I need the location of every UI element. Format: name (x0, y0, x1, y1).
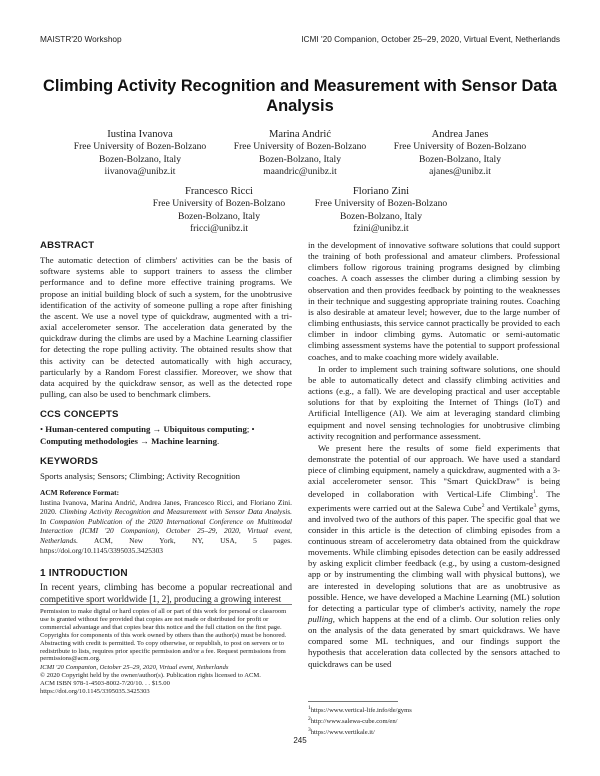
body-text: gyms, and involved two of the authors of this paper. The specific goal that we consider in this article is the detection of climbing episodes from a continuous stream of accelerometry data obtained from the quickdraw movements. While climbing episodes detection can be easily addressed by asking explicit climber feedback (e.g., by using a custom-designed app or by instrumenting the climbing wall with physical buttons), we are interested in developing solutions that are as unobtrusive as possible. Hence, we have developed a Machine Learning (ML) solution for detecting a particular type of climber's activity, namely the (308, 502, 560, 613)
reference-doi-link: ACM, New York, NY, USA, 5 pages. https://doi.org/10.1145/3395035.3425303 (40, 535, 292, 555)
footnote (308, 715, 560, 726)
author-location: Bozen-Bolzano, Italy (258, 153, 342, 165)
author-block (296, 186, 466, 236)
bullet: • (251, 424, 255, 435)
ccs-item: Human-centered computing (45, 424, 151, 435)
author-affiliation: Free University of Bozen-Bolzano (233, 141, 367, 153)
permission-block (40, 608, 292, 696)
acm-reference-heading: ACM Reference Format: (40, 487, 120, 497)
footnote-number: 3 (308, 727, 311, 734)
abstract-heading: ABSTRACT (40, 240, 95, 251)
author-email: fzini@unibz.it (353, 223, 409, 235)
author-location: Bozen-Bolzano, Italy (98, 153, 182, 165)
permission-text: Permission to make digital or hard copies of all or part of this work for personal or classroom use is granted without fee provided that copies are not made or distributed for profit or commercial advantage and that copies bear this notice and the full citation on the first page. Copyrights for components of this work owned by others than the author(s) must be honored. Abstracting with credit is permitted. To copy otherwise, or republish, to post on servers or to redistribute to lists, requires prior specific permission and/or a fee. Request permissions from permissions@acm.org. (40, 608, 287, 663)
author-affiliation: Free University of Bozen-Bolzano (152, 198, 286, 210)
author-block (134, 186, 304, 236)
author-affiliation: Free University of Bozen-Bolzano (393, 141, 527, 153)
author-name: Francesco Ricci (185, 186, 253, 197)
body-text: , which happens at the end of a climb. Our solution relies only on the analysis of the data generated by smart quickdraws. We have compared some ML techniques, and our findings support the hypothesis that acceleration data collected by the sensors attached to quickdraws can be used (308, 613, 560, 669)
footnote-number: 1 (308, 705, 311, 711)
keywords-text: Sports analysis; Sensors; Climbing; Activity Recognition (40, 470, 241, 481)
permission-isbn: ACM ISBN 978-1-4503-8002-7/20/10. . . $15.00 (40, 680, 170, 688)
author-location: Bozen-Bolzano, Italy (177, 210, 261, 222)
reference-authors: Iustina Ivanova, Marina Andrić, Andrea Janes, Francesco Ricci, and Floriano Zini. 2020. (40, 497, 292, 517)
author-name: Marina Andrić (268, 129, 332, 140)
running-header-right: ICMI '20 Companion, October 25–29, 2020, Virtual Event, Netherlands (301, 34, 560, 44)
right-column (308, 240, 560, 670)
permission-copyright: © 2020 Copyright held by the owner/author(s). Publication rights licensed to ACM. (40, 672, 261, 680)
reference-venue: Companion Publication of the 2020 International Conference on Multimodal Interaction (ICMI '20 Companion), October 25–29, 2020, Virtual event, Netherlands. (40, 516, 292, 545)
footnote-number: 2 (308, 716, 311, 723)
author-email: ajanes@unibz.it (429, 166, 491, 178)
running-header-left: MAISTR'20 Workshop (40, 34, 122, 44)
arrow-icon: → (152, 424, 162, 435)
ccs-item: Ubiquitous computing (163, 424, 247, 435)
footnote-rule (308, 701, 398, 702)
author-name: Floriano Zini (352, 186, 410, 197)
acm-reference-body (40, 498, 292, 556)
reference-in: In (40, 516, 47, 526)
reference-title: Climbing Activity Recognition and Measurement with Sensor Data Analysis. (59, 507, 292, 517)
ccs-concepts: • Human-centered computing → Ubiquitous computing; • Computing methodologies → Machine learning. (40, 424, 255, 446)
footnote (308, 704, 560, 715)
paper-title: Climbing Activity Recognition and Measurement with Sensor Data Analysis (43, 77, 557, 115)
permission-rule (40, 604, 292, 605)
footnote-link: https://www.vertical-life.info/de/gyms (310, 707, 412, 715)
acm-reference (40, 488, 292, 555)
emphasis: rope pulling (308, 602, 560, 624)
intro-text: In recent years, climbing has become a popular recreational and competitive sport worldwide [1, 2], producing a growing interest (40, 583, 292, 605)
permission-doi: https://doi.org/10.1145/3395035.3425303 (40, 688, 150, 696)
intro-heading: 1 INTRODUCTION (40, 568, 128, 580)
body-paragraph (308, 443, 560, 670)
body-text: We present here the results of some field experiments that demonstrate the potential of our approach. We have used a standard piece of climbing equipment, namely a quickdraw, augmented with a 3-axial accelerometer sensor. This "Smart QuickDraw" is being developed in collaboration with Vertical-Life Climbing (308, 442, 560, 500)
page-number: 245 (293, 736, 307, 745)
author-affiliation: Free University of Bozen-Bolzano (73, 141, 207, 153)
author-email: iivanova@unibz.it (104, 166, 176, 178)
footnote-link: http://www.salewa-cube.com/en/ (310, 718, 398, 726)
left-column (40, 240, 292, 606)
footnote-link: https://www.vertikale.it/ (310, 729, 375, 737)
author-affiliation: Free University of Bozen-Bolzano (314, 198, 448, 210)
footnotes (308, 704, 560, 738)
author-location: Bozen-Bolzano, Italy (339, 210, 423, 222)
author-email: fricci@unibz.it (189, 223, 249, 235)
author-block (215, 129, 385, 179)
ccs-heading: CCS CONCEPTS (40, 409, 119, 421)
author-email: maandric@unibz.it (263, 166, 337, 178)
body-paragraph: In order to implement such training software solutions, one should be able to automatically detect and classify climbing activities and actions (e.g., a fall). We are developing practical and user acceptable solutions for that by exploiting the Internet of Things (IoT) and Artificial Intelligence (AI). We aim at leveraging standard climbing equipment and novel sensing technologies for unobtrusive climbing activity recognition and performance assessment. (308, 363, 560, 441)
footnote-ref: 1 (533, 489, 536, 496)
body-text: and Vertikale (486, 502, 534, 513)
permission-venue: ICMI '20 Companion, October 25–29, 2020, Virtual event, Netherlands (40, 664, 229, 672)
footnote-ref: 3 (533, 502, 537, 509)
keywords-heading: KEYWORDS (40, 455, 99, 467)
body-text: . The experiments were carried out at the Salewa Cube (308, 489, 560, 513)
author-name: Iustina Ivanova (107, 129, 173, 140)
ccs-item: Machine learning (151, 435, 217, 446)
bullet: • (40, 424, 44, 435)
author-block (55, 129, 225, 179)
body-paragraph: in the development of innovative software solutions that could support the training of both professional and amateur climbers. Professional climbers follow rigorous training programs designed by climbing coaches. A coach assesses the climber during a climbing session by observation and then provides feedback by pointing to the weaknesses in their technique and suggesting appropriate training routes. Coaching is also desirable at amateur level; however, due to the large number of climbing enthusiasts, this service cannot practically be provided to each climber in indoor climbing gyms. Automatic or semi-automatic climbing assessment systems have the potential to support professional coaches, and to make coaching more widely available. (308, 240, 560, 362)
author-location: Bozen-Bolzano, Italy (418, 153, 502, 165)
arrow-icon: → (140, 435, 149, 446)
author-name: Andrea Janes (431, 129, 489, 140)
footnote-ref: 2 (481, 502, 485, 509)
ccs-item: Computing methodologies (40, 435, 138, 446)
abstract-text: The automatic detection of climbers' activities can be the basis of software systems able to support trainers to assess the climber performance and to define more effective training programs. We propose an initial building block of such a system, for the unobtrusive identification of the activity of someone pulling a rope after finishing the ascent. We use a novel type of quickdraw, augmented with a tri-axial accelerometer sensor. The acceleration data generated by the quickdraw during the climbs are used by a Machine Learning classifier for detecting the rope pulling activity. The obtained results show that this activity can be detected automatically with high accuracy, particularly by a Random Forest classifier. Moreover, we show that data acquired by the quickdraw sensor, as well as the detected rope pulling, can also be used to benchmark climbers. (40, 255, 292, 400)
author-block (375, 129, 545, 179)
